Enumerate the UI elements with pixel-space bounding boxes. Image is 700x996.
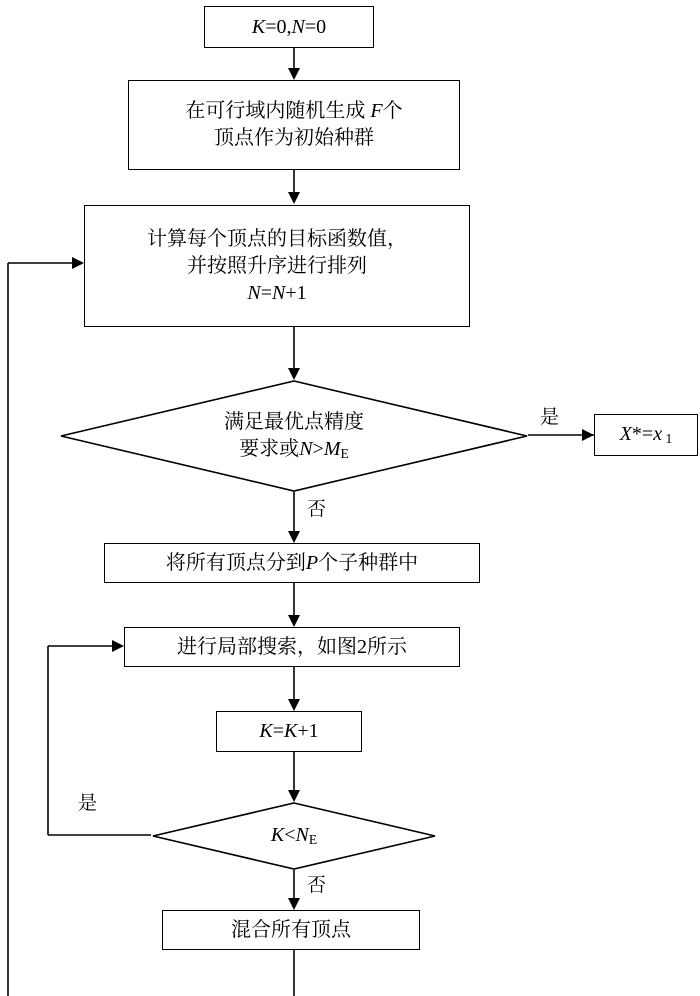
node-output-label: X*=x $_1$: [619, 423, 673, 447]
node-partition: [104, 543, 480, 583]
edge-label-yes-iterations: 是: [78, 793, 98, 814]
node-check-iterations-label: $K<N_E$: [270, 824, 318, 848]
edge-label-no-iterations: 否: [307, 875, 327, 896]
node-output: [594, 414, 698, 456]
node-local-search-label: 进行局部搜索，如图2所示: [177, 635, 407, 658]
node-mix: [162, 910, 420, 950]
node-evaluate: [84, 205, 470, 327]
node-evaluate-label: 计算每个顶点的目标函数值， 并按照升序进行排列 N=N+1: [147, 227, 407, 304]
node-init: [128, 80, 460, 170]
node-check-iterations: [152, 802, 436, 870]
node-start: [204, 6, 374, 48]
node-local-search: [124, 627, 460, 667]
edge-label-no-precision: 否: [307, 499, 327, 520]
node-partition-label: 将所有顶点分到P个子种群中: [165, 551, 419, 574]
node-increment-label: K=K+1: [259, 720, 319, 742]
node-increment: [216, 711, 362, 752]
edge-label-yes-precision: 是: [540, 407, 560, 428]
node-check-precision-label: 满足最优点精度 要求或$N>M_E$: [224, 410, 364, 461]
node-check-precision: [60, 380, 528, 492]
node-mix-label: 混合所有顶点: [231, 918, 351, 941]
node-start-label: K=0,N=0: [251, 15, 327, 38]
node-init-label: 在可行域内随机生成 F个 顶点作为初始种群: [185, 100, 403, 149]
